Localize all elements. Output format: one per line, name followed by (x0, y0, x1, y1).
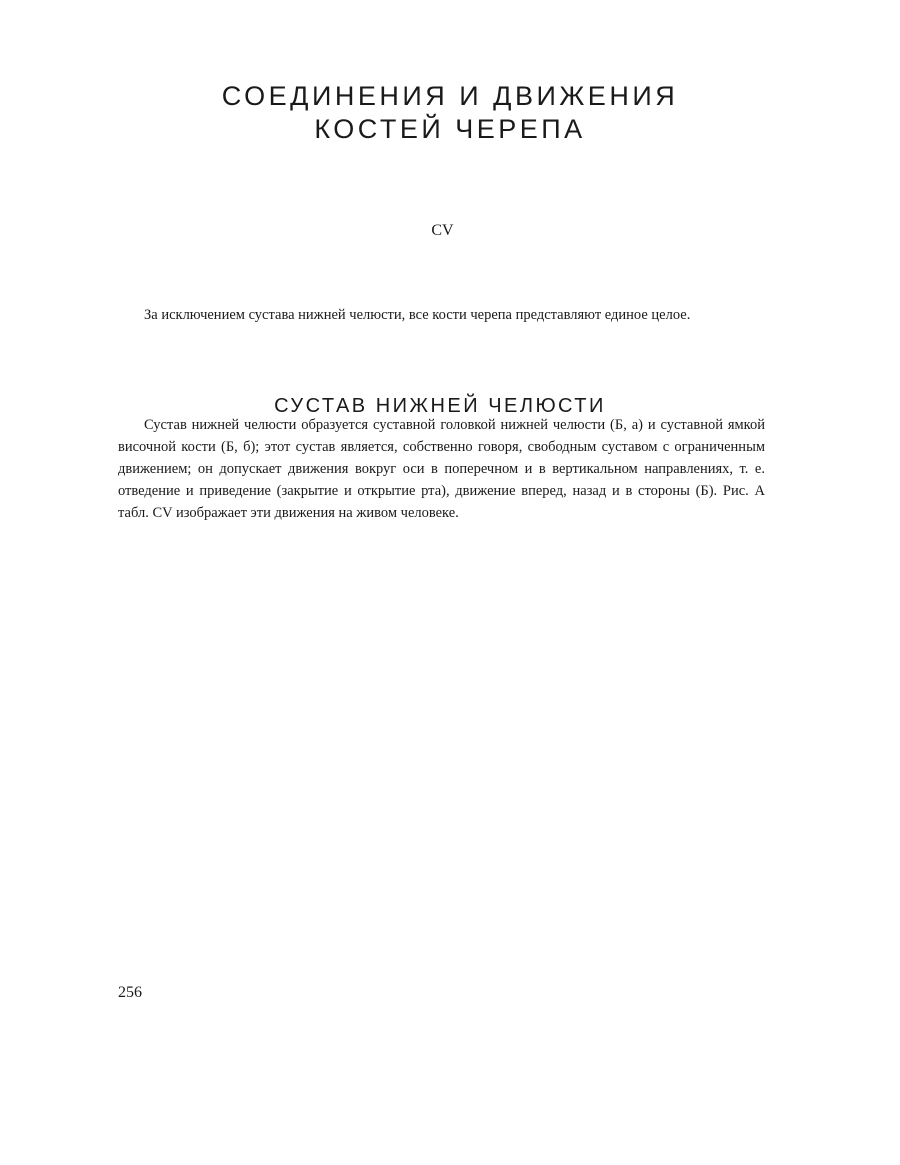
page-number: 256 (118, 984, 142, 1001)
chapter-title-line-2: КОСТЕЙ ЧЕРЕПА (314, 114, 586, 145)
chapter-title-line-1: СОЕДИНЕНИЯ И ДВИЖЕНИЯ (221, 81, 679, 112)
section-heading: СУСТАВ НИЖНЕЙ ЧЕЛЮСТИ (274, 394, 606, 417)
chapter-title (0, 80, 900, 146)
intro-paragraph: За исключением сустава нижней челюсти, все кости черепа представляют единое целое. (144, 307, 691, 323)
section-paragraph: Сустав нижней челюсти образуется суставной головкой нижней челюсти (Б, а) и суставной ямкой височной кости (Б, б); этот сустав является, собственно говоря, свободным суставом с ограниченным движением; он допускает движения вокруг оси в поперечном и в вертикальном направлениях, т. е. отведение и приведение (закрытие и открытие рта), движение вперед, назад и в стороны (Б). Рис. А табл. CV изображает эти движения на живом человеке. (118, 417, 765, 521)
table-number: CV (431, 222, 454, 239)
